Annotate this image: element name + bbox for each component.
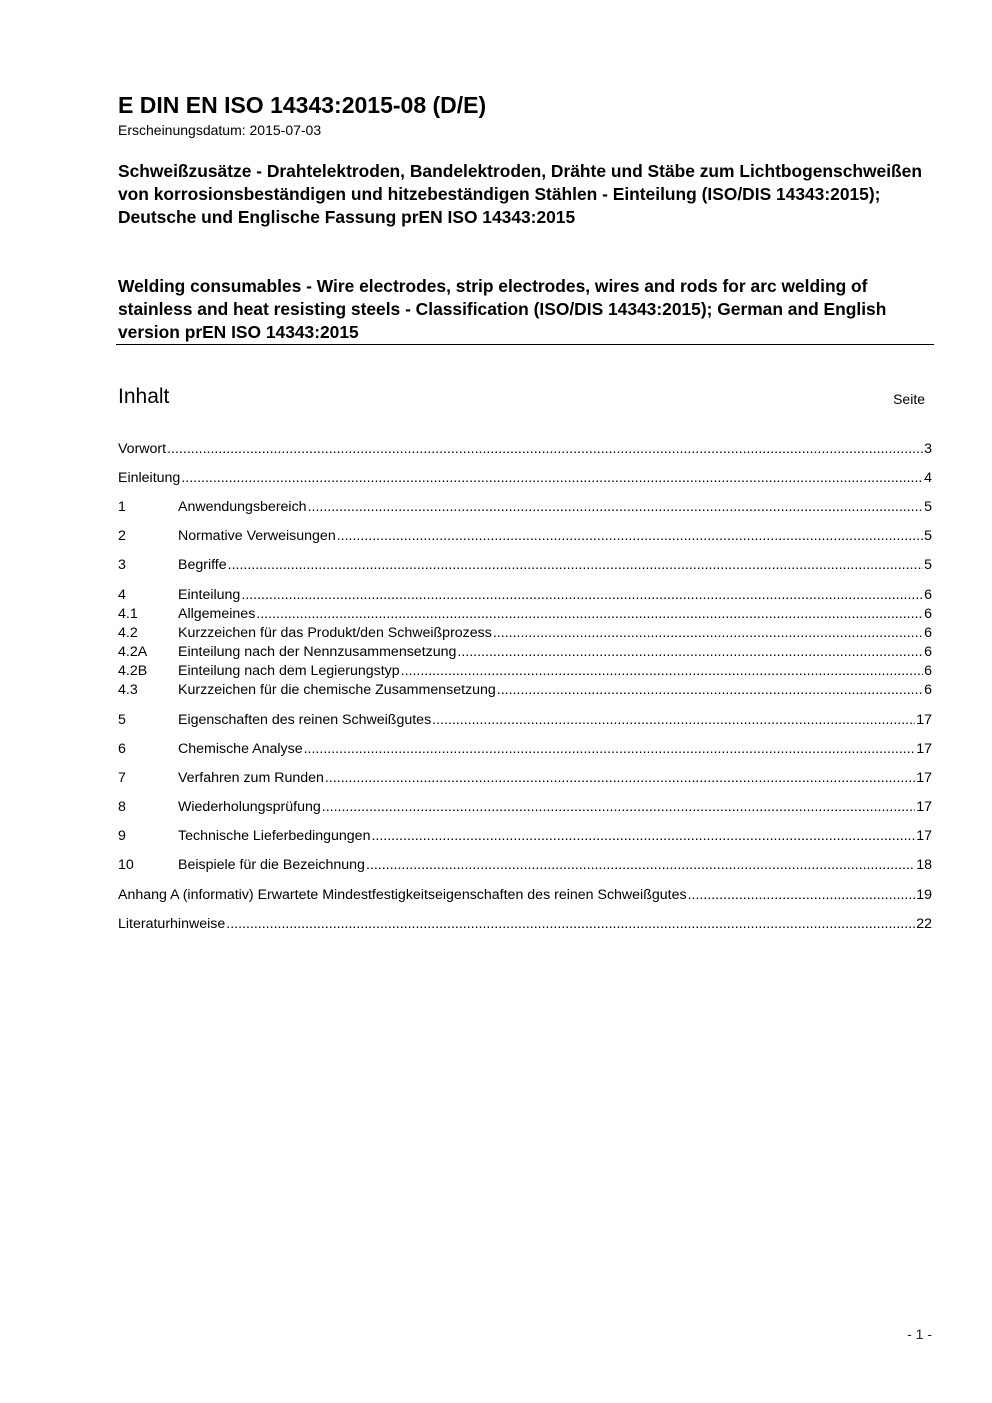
toc-entry-title: Einteilung nach der Nennzusammensetzung bbox=[178, 644, 457, 660]
toc-entry-page: 6 bbox=[924, 644, 932, 660]
toc-entry[interactable] bbox=[118, 711, 932, 729]
toc-entry-title: Einleitung bbox=[118, 470, 181, 486]
toc-dot-leader bbox=[401, 662, 923, 680]
toc-dot-leader bbox=[308, 498, 924, 516]
toc-entry[interactable] bbox=[118, 827, 932, 845]
toc-entry-number: 4.2A bbox=[118, 644, 148, 660]
toc-entry-title: Begriffe bbox=[178, 557, 227, 573]
toc-dot-leader bbox=[228, 556, 923, 574]
toc-entry-number: 4.2 bbox=[118, 625, 138, 641]
toc-entry-title: Einteilung nach dem Legierungstyp bbox=[178, 663, 400, 679]
toc-dot-leader bbox=[371, 827, 915, 845]
toc-entry-number: 4.2B bbox=[118, 663, 148, 679]
toc-entry-page: 6 bbox=[924, 663, 932, 679]
toc-entry-number: 3 bbox=[118, 557, 126, 573]
toc-entry-title: Allgemeines bbox=[178, 606, 256, 622]
toc-page-column-label: Seite bbox=[893, 391, 925, 407]
toc-entry-number: 4.1 bbox=[118, 606, 138, 622]
toc-entry-page: 19 bbox=[916, 887, 932, 903]
toc-dot-leader bbox=[167, 440, 923, 458]
toc-entry[interactable] bbox=[118, 556, 932, 574]
toc-entry[interactable] bbox=[118, 681, 932, 699]
toc-dot-leader bbox=[322, 798, 915, 816]
toc-entry-page: 6 bbox=[924, 625, 932, 641]
toc-entry-page: 18 bbox=[916, 857, 932, 873]
publication-date: Erscheinungsdatum: 2015-07-03 bbox=[118, 122, 322, 138]
toc-entry-page: 6 bbox=[924, 606, 932, 622]
toc-dot-leader bbox=[432, 711, 915, 729]
toc-entry-title: Beispiele für die Bezeichnung bbox=[178, 857, 365, 873]
title-german: Schweißzusätze - Drahtelektroden, Bandelektroden, Drähte und Stäbe zum Lichtbogenschweißen von korrosionsbeständigen und hitzebeständigen Stählen - Einteilung (ISO/DIS 14343:2015); Deutsche und Englische Fassung prEN ISO 14343:2015 bbox=[118, 161, 922, 227]
toc-entry-title: Kurzzeichen für die chemische Zusammensetzung bbox=[178, 682, 496, 698]
toc-dot-leader bbox=[493, 624, 923, 642]
toc-entry-number: 9 bbox=[118, 828, 126, 844]
toc-entry-number: 10 bbox=[118, 857, 134, 873]
toc-entry[interactable] bbox=[118, 643, 932, 661]
toc-entry-page: 17 bbox=[916, 712, 932, 728]
toc-entry-number: 8 bbox=[118, 799, 126, 815]
toc-entry-title: Verfahren zum Runden bbox=[178, 770, 324, 786]
toc-entry-number: 2 bbox=[118, 528, 126, 544]
toc-entry-title: Chemische Analyse bbox=[178, 741, 303, 757]
toc-entry-page: 17 bbox=[916, 799, 932, 815]
toc-heading: Inhalt bbox=[118, 385, 170, 408]
toc-entry[interactable] bbox=[118, 498, 932, 516]
toc-entry-title: Kurzzeichen für das Produkt/den Schweißprozess bbox=[178, 625, 492, 641]
toc-dot-leader bbox=[304, 740, 916, 758]
toc-entry-number: 5 bbox=[118, 712, 126, 728]
toc-entry-page: 5 bbox=[924, 528, 932, 544]
document-id: E DIN EN ISO 14343:2015-08 (D/E) bbox=[118, 92, 487, 118]
toc-entry-page: 17 bbox=[916, 828, 932, 844]
toc-entry-number: 7 bbox=[118, 770, 126, 786]
toc-dot-leader bbox=[256, 605, 923, 623]
toc-entry-title: Anhang A (informativ) Erwartete Mindestfestigkeitseigenschaften des reinen Schweißgutes bbox=[118, 887, 687, 903]
toc-entry-title: Einteilung bbox=[178, 587, 241, 603]
toc-entry-page: 3 bbox=[924, 441, 932, 457]
title-english: Welding consumables - Wire electrodes, strip electrodes, wires and rods for arc welding of stainless and heat resisting steels - Classification (ISO/DIS 14343:2015); German and English version prEN ISO 14343:2015 bbox=[118, 276, 887, 342]
toc-entry-title: Normative Verweisungen bbox=[178, 528, 336, 544]
toc-entry-page: 17 bbox=[916, 770, 932, 786]
toc-entry-number: 6 bbox=[118, 741, 126, 757]
toc-dot-leader bbox=[366, 856, 915, 874]
toc-entry[interactable] bbox=[118, 469, 932, 487]
toc-entry[interactable] bbox=[118, 769, 932, 787]
toc-entry-page: 6 bbox=[924, 587, 932, 603]
toc-entry[interactable] bbox=[118, 886, 932, 904]
toc-dot-leader bbox=[688, 886, 916, 904]
toc-entry[interactable] bbox=[118, 527, 932, 545]
toc-dot-leader bbox=[226, 915, 915, 933]
toc-entry-title: Technische Lieferbedingungen bbox=[178, 828, 371, 844]
toc-entry-page: 5 bbox=[924, 557, 932, 573]
toc-entry-page: 17 bbox=[916, 741, 932, 757]
toc-entry-title: Wiederholungsprüfung bbox=[178, 799, 321, 815]
toc-entry-page: 4 bbox=[924, 470, 932, 486]
toc-entry[interactable] bbox=[118, 856, 932, 874]
page-number: - 1 - bbox=[907, 1326, 932, 1342]
toc-entry-title: Vorwort bbox=[118, 441, 167, 457]
toc-entry-title: Literaturhinweise bbox=[118, 916, 226, 932]
toc-dot-leader bbox=[181, 469, 923, 487]
toc-entry-title: Anwendungsbereich bbox=[178, 499, 307, 515]
toc-dot-leader bbox=[457, 643, 923, 661]
toc-entry-page: 5 bbox=[924, 499, 932, 515]
toc-entry[interactable] bbox=[118, 624, 932, 642]
toc-entry[interactable] bbox=[118, 662, 932, 680]
toc-dot-leader bbox=[337, 527, 923, 545]
toc-dot-leader bbox=[325, 769, 915, 787]
toc-entry-number: 1 bbox=[118, 499, 126, 515]
toc-entry-title: Eigenschaften des reinen Schweißgutes bbox=[178, 712, 432, 728]
toc-entry[interactable] bbox=[118, 440, 932, 458]
title-divider bbox=[116, 344, 934, 345]
toc-entry[interactable] bbox=[118, 915, 932, 933]
toc-entry[interactable] bbox=[118, 798, 932, 816]
toc-entry[interactable] bbox=[118, 740, 932, 758]
toc-entry-number: 4 bbox=[118, 587, 126, 603]
toc-entry[interactable] bbox=[118, 605, 932, 623]
toc-entry[interactable] bbox=[118, 586, 932, 604]
toc-entry-page: 6 bbox=[924, 682, 932, 698]
toc-dot-leader bbox=[241, 586, 923, 604]
toc-entry-number: 4.3 bbox=[118, 682, 138, 698]
toc-entry-page: 22 bbox=[916, 916, 932, 932]
toc-dot-leader bbox=[497, 681, 923, 699]
